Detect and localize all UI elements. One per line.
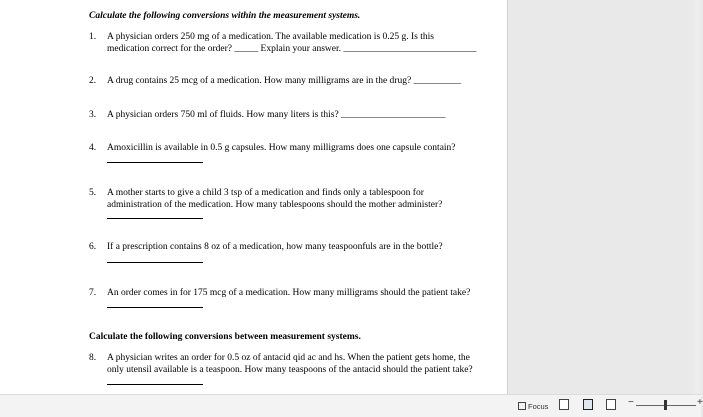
- question-number: 4.: [89, 143, 97, 153]
- focus-label: Focus: [528, 401, 549, 411]
- web-layout-icon[interactable]: [606, 399, 616, 410]
- section-heading-between: Calculate the following conversions between measurement systems.: [89, 332, 361, 342]
- focus-button[interactable]: [518, 399, 550, 413]
- answer-line: [107, 162, 203, 163]
- question-number: 2.: [89, 76, 97, 86]
- answer-line: [107, 307, 203, 308]
- answer-line: [107, 262, 203, 263]
- question-number: 3.: [89, 110, 97, 120]
- read-mode-icon[interactable]: [559, 399, 569, 410]
- section-heading-within: Calculate the following conversions within the measurement systems.: [89, 11, 361, 21]
- question-text: If a prescription contains 8 oz of a medication, how many teaspoonfuls are in the bottle?: [107, 242, 443, 252]
- zoom-out-button[interactable]: −: [628, 397, 634, 408]
- question-text: A mother starts to give a child 3 tsp of a medication and finds only a tablespoon for administration of the medication. How many tablespoons should the mother administer?: [107, 188, 443, 210]
- question-text: A physician writes an order for 0.5 oz of antacid qid ac and hs. When the patient gets home, the only utensil available is a teaspoon. How many teaspoons of the antacid should the patient take?: [107, 353, 473, 375]
- question-number: 6.: [89, 242, 97, 252]
- zoom-slider-thumb[interactable]: [664, 400, 667, 410]
- question-number: 5.: [89, 188, 97, 198]
- zoom-in-button[interactable]: +: [697, 397, 703, 408]
- question-text: A physician orders 750 ml of fluids. How many liters is this? ______________________: [107, 110, 446, 120]
- status-bar: [0, 394, 701, 417]
- question-text: Amoxicillin is available in 0.5 g capsules. How many milligrams does one capsule contain?: [107, 143, 456, 153]
- answer-line: [107, 384, 203, 385]
- print-layout-icon[interactable]: [583, 399, 593, 410]
- question-text: An order comes in for 175 mcg of a medication. How many milligrams should the patient take?: [107, 288, 471, 298]
- question-text: A physician orders 250 mg of a medication. The available medication is 0.25 g. Is this medication correct for the order? _____ Explain your answer. ____________________________: [107, 32, 477, 54]
- focus-icon: [518, 402, 526, 410]
- question-number: 1.: [89, 32, 97, 42]
- question-number: 7.: [89, 288, 97, 298]
- question-number: 8.: [89, 353, 97, 363]
- vertical-scrollbar[interactable]: [693, 0, 701, 394]
- question-text: A drug contains 25 mcg of a medication. How many milligrams are in the drug? __________: [107, 76, 462, 86]
- answer-line: [107, 218, 203, 219]
